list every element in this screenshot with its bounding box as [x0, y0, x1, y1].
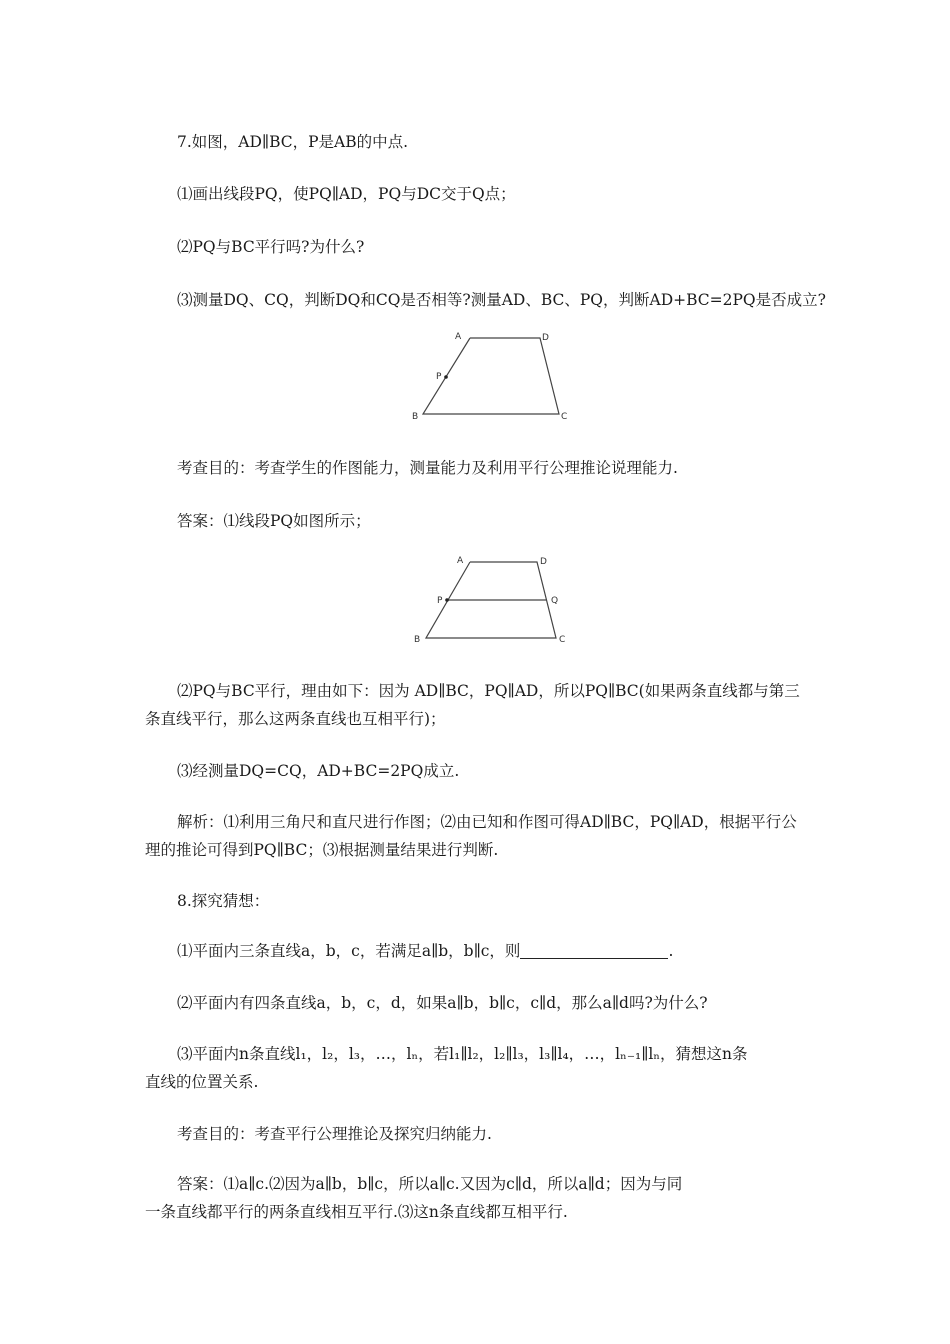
q8-part3-line2: 直线的位置关系.: [145, 1073, 259, 1091]
point-p: [444, 375, 448, 379]
answer-blank: [520, 942, 668, 959]
label-q-2: Q: [551, 596, 559, 606]
q8-part1: [145, 937, 842, 965]
q7-purpose: 考查目的：考查学生的作图能力，测量能力及利用平行公理推论说理能力.: [177, 459, 678, 477]
q7-part3: ⑶测量DQ、CQ，判断DQ和CQ是否相等?测量AD、BC、PQ，判断AD+BC=2PQ是否成立?: [177, 291, 826, 309]
label-d: D: [542, 333, 549, 343]
label-p: P: [436, 372, 442, 382]
q8-title: 8.探究猜想：: [177, 892, 270, 910]
point-p-2: [445, 598, 449, 602]
q8-part3-line1: ⑶平面内n条直线l₁，l₂，l₃，…，lₙ，若l₁∥l₂，l₂∥l₃，l₃∥l₄，…，lₙ₋₁∥lₙ，猜想这n条: [177, 1045, 748, 1063]
label-a: A: [455, 332, 462, 342]
label-c: C: [561, 412, 568, 422]
label-c-2: C: [559, 635, 566, 644]
label-a-2: A: [457, 556, 464, 566]
q7-answer-head: 答案：⑴线段PQ如图所示；: [177, 512, 371, 530]
q7-answer3: ⑶经测量DQ=CQ，AD+BC=2PQ成立.: [177, 762, 460, 780]
label-d-2: D: [540, 557, 547, 567]
trapezoid-outline: [423, 338, 559, 414]
q7-analysis-line2: 理的推论可得到PQ∥BC；⑶根据测量结果进行判断.: [145, 841, 499, 859]
q8-answer-line1: 答案：⑴a∥c.⑵因为a∥b，b∥c，所以a∥c.又因为c∥d，所以a∥d；因为与同: [177, 1175, 683, 1193]
q8-answer-line2: 一条直线都平行的两条直线相互平行.⑶这n条直线都互相平行.: [145, 1203, 568, 1221]
q7-part2: ⑵PQ与BC平行吗?为什么?: [177, 238, 365, 256]
trapezoid-figure: [404, 328, 582, 424]
q8-part2: ⑵平面内有四条直线a，b，c，d，如果a∥b，b∥c，c∥d，那么a∥d吗?为什么?: [177, 994, 708, 1012]
q8-purpose: 考查目的：考查平行公理推论及探究归纳能力.: [177, 1125, 492, 1143]
q8-part1-end: .: [668, 942, 674, 960]
label-b: B: [412, 412, 419, 422]
trapezoid-with-pq-figure: [410, 552, 578, 644]
q8-part1-text: ⑴平面内三条直线a，b，c，若满足a∥b，b∥c，则: [177, 942, 521, 960]
q7-part1: ⑴画出线段PQ，使PQ∥AD，PQ与DC交于Q点；: [177, 185, 516, 203]
q7-analysis-line1: 解析：⑴利用三角尺和直尺进行作图；⑵由已知和作图可得AD∥BC，PQ∥AD，根据平行公: [177, 813, 797, 831]
q7-answer2-line1: ⑵PQ与BC平行，理由如下：因为 AD∥BC，PQ∥AD，所以PQ∥BC(如果两条直线都与第三: [177, 682, 800, 700]
label-p-2: P: [437, 596, 443, 606]
q7-title: 7.如图，AD∥BC，P是AB的中点.: [177, 133, 409, 151]
q7-answer2-line2: 条直线平行，那么这两条直线也互相平行)；: [145, 710, 446, 728]
label-b-2: B: [414, 635, 421, 644]
